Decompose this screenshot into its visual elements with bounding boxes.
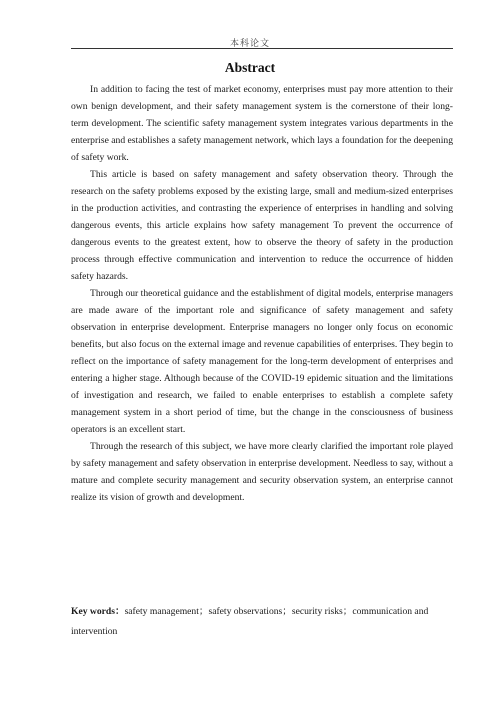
keywords: [71, 602, 453, 642]
header-rule: [71, 48, 453, 49]
abstract-paragraph-1: In addition to facing the test of market economy, enterprises must pay more attention to their own benign development, and their safety management system is the cornerstone of their long-term development. The scientific safety management system integrates various departments in the enterprise and establishes a safety management network, which lays a foundation for the deepening of safety work.: [71, 84, 453, 163]
abstract-paragraph-3: Through our theoretical guidance and the establishment of digital models, enterprise managers are made aware of the important role and significance of safety management and safety observation in enterprise development. Enterprise managers no longer only focus on economic benefits, but also focus on the external image and revenue capabilities of enterprises. They begin to reflect on the importance of safety management for the long-term development of enterprises and entering a higher stage. Although because of the COVID-19 epidemic situation and the limitations of investigation and research, we failed to enable enterprises to establish a complete safety management system in a short period of time, but the change in the consciousness of business operators is an excellent start.: [71, 288, 453, 435]
abstract-body: [71, 81, 453, 506]
keywords-label: Key words：: [71, 606, 125, 617]
abstract-title: Abstract: [224, 60, 276, 75]
abstract-paragraph-2: This article is based on safety management and safety observation theory. Through the research on the safety problems exposed by the existing large, small and medium-sized enterprises in the production activities, and contrasting the experience of enterprises in handling and solving dangerous events, this article explains how safety management To prevent the occurrence of dangerous events to the greatest extent, how to observe the theory of safety in the production process through effective communication and intervention to reduce the occurrence of hidden safety hazards.: [71, 169, 453, 282]
running-header: 本科论文: [229, 38, 270, 48]
abstract-paragraph-4: Through the research of this subject, we have more clearly clarified the important role played by safety management and safety observation in enterprise development. Needless to say, without a mature and complete security management and security observation system, an enterprise cannot realize its vision of growth and development.: [71, 441, 453, 503]
keywords-text: safety management；safety observations；security risks；communication and intervention: [71, 606, 429, 637]
